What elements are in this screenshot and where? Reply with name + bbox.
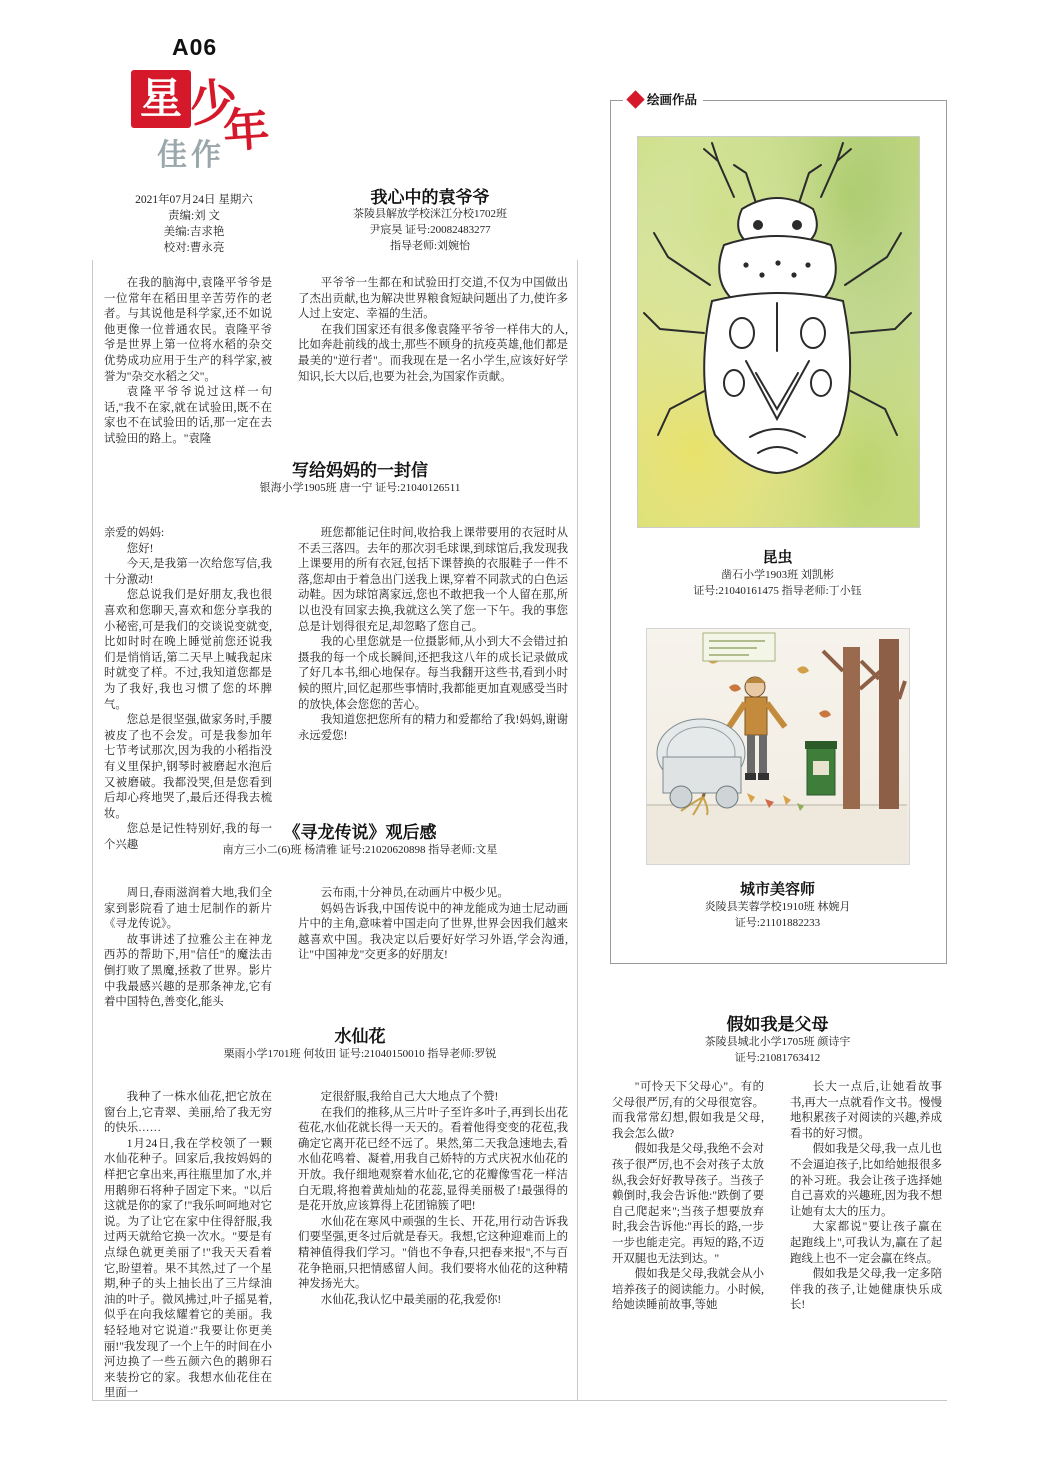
- article-body-yuan-col2: [298, 276, 568, 385]
- article-sub-yuan: [290, 206, 570, 254]
- diamond-icon: [626, 90, 644, 108]
- paragraph: 妈妈告诉我,中国传说中的神龙能成为迪士尼动画片中的主角,意味着中国走向了世界,世界会因我们越来越喜欢中国。我决定以后要好好学习外语,学会沟通,让"中国神龙"交更多的好朋友!: [298, 902, 568, 962]
- masthead-nian-char: 年: [221, 103, 271, 158]
- artwork-section-label: [623, 90, 703, 108]
- masthead-logo: [131, 68, 271, 172]
- article-sub-line: 证号:21081763412: [734, 1052, 821, 1064]
- paragraph: 袁隆平爷爷说过这样一句话,"我不在家,就在试验田,既不在家也不在试验田的话,那一定在去试验田的路上。"袁隆: [104, 386, 272, 445]
- paragraph: 周日,春雨滋润着大地,我们全家到影院看了迪士尼制作的新片《寻龙传说》。: [104, 887, 272, 931]
- paragraph: 大家都说"要让孩子赢在起跑线上",可我认为,赢在了起跑线上也不一定会赢在终点。: [790, 1221, 942, 1265]
- imprint-proofreader: 校对:曹永亮: [163, 242, 225, 254]
- paragraph: "可怜天下父母心"。有的父母很严厉,有的父母很宽容。而我常常幻想,假如我是父母,我会怎么做?: [612, 1081, 764, 1140]
- paragraph: 您总是很坚强,做家务时,手腰被皮了也不会发。可是我参加年七节考试那次,因为我的小稻指没有义里保护,钢琴时被磨起水泡后又被磨破。我都没哭,但是您看到后却心疼地哭了,最后还得我去梳妆。: [104, 714, 272, 820]
- article-title-if-parent: 假如我是父母: [726, 1015, 829, 1034]
- paragraph: 班您都能记住时间,收拾我上课带要用的衣冠时从不丢三落四。去年的那次羽毛球课,到球馆后,我发现我上课要用的所有衣冠,包括下课替换的衣服鞋子一件不落,您却由于着急出门送我上课,穿着不同款式的白色运动鞋。因为球馆离家远,您也不敢把我一个人留在那,所以也没有回家去换,我就这么笑了您一下午。我的事您总是计划得很充足,却忽略了您自己。: [298, 527, 568, 633]
- article-body-if-parent-col1: [612, 1080, 764, 1314]
- artwork-caption-title: 城市美容师: [739, 882, 815, 898]
- article-title-xunlong: 《寻龙传说》观后感: [283, 823, 437, 842]
- article-title-yuan: 我心中的袁爷爷: [370, 188, 490, 207]
- article-sub-line: 尹宸昊 证号:20082483277: [369, 224, 491, 236]
- paragraph: 平爷爷一生都在和试验田打交道,不仅为中国做出了杰出贡献,也为解决世界粮食短缺问题出了力,使许多人过上安定、幸福的生活。: [298, 277, 568, 321]
- article-sub-xunlong: [150, 842, 570, 858]
- paragraph: 长大一点后,让她看故事书,再大一点就看作文书。慢慢地积累孩子对阅读的兴趣,养成看书的好习惯。: [790, 1081, 942, 1140]
- article-sub-line: 茶陵县城北小学1705班 颜诗宇: [704, 1036, 851, 1048]
- imprint-date: 2021年07月24日 星期六: [135, 194, 253, 206]
- article-body-xunlong-col1: [104, 886, 272, 1011]
- artwork-section-label-text: 绘画作品: [647, 93, 698, 107]
- article-sub-line: 银海小学1905班 唐一宁 证号:21040126511: [259, 482, 461, 494]
- paragraph: 今天,是我第一次给您写信,我十分激动!: [104, 558, 272, 586]
- article-body-if-parent-col2: [790, 1080, 942, 1314]
- article-title-narcissus: 水仙花: [334, 1027, 386, 1046]
- paragraph: 我知道您把您所有的精力和爱都给了我!妈妈,谢谢永远爱您!: [298, 714, 568, 742]
- masthead-star-char: 星: [131, 70, 191, 128]
- artwork-caption-line: 凿石小学1903班 刘凯彬: [721, 569, 834, 581]
- artwork-caption-line: 证号:21101882233: [734, 917, 821, 929]
- paragraph: 水仙花,我认忆中最美丽的花,我爱你!: [320, 1293, 502, 1306]
- paragraph: 1月24日,我在学校领了一颗水仙花种子。回家后,我按妈妈的样把它拿出来,再往瓶里加了水,并用鹅卵石将种子固定下来。"以后这就是你的家了!"我乐呵呵地对它说。为了让它在家中住得舒服,我过两天就给它换一次水。"要是有点绿色就更美丽了!"我天天看着它,盼望着。果不其然,过了一个星期,种子的头上抽长出了三片绿油油的叶子。微风拂过,叶子摇晃着,似乎在向我炫耀着它的美丽。我轻轻地对它说道:"我要让你更美丽!"我发现了一个上午的时间在小河边换了一些五颜六色的鹅卵石来装扮它的家。我想水仙花住在里面一: [104, 1137, 272, 1400]
- article-sub-line: 指导老师:刘婉怡: [389, 240, 471, 252]
- paragraph: 水仙花在寒风中顽强的生长、开花,用行动告诉我们要坚强,更冬过后就是春天。我想,它这种迎难而上的精神值得我们学习。"俏也不争春,只把春来报",不与百花争艳丽,只把情感留人间。我们要将水仙花的这种精神发扬光大。: [298, 1215, 568, 1291]
- column-rule-left: [92, 260, 93, 1400]
- paragraph: 您总是记性特别好,我的每一个兴趣: [104, 823, 272, 851]
- paragraph: 假如我是父母,我绝不会对孩子很严厉,也不会对孩子太放纵,我会好好教导孩子。当孩子赖倒时,我会告诉他:"跌倒了要自己爬起来";当孩子想要放弃时,我会告诉他:"再长的路,一步一步也能走完。再短的路,不迈开双腿也无法到达。": [612, 1143, 764, 1265]
- article-body-narcissus-col1: [104, 1090, 272, 1402]
- paragraph: 我的心里您就是一位摄影师,从小到大不会错过拍摄我的每一个成长瞬间,还把我这八年的成长记录做成了好几本书,细心地保存。每当我翻开这些书,看到小时候的照片,回忆起那些事情时,我都能更加直观感受当时的放快,体会您您的苦心。: [298, 636, 568, 711]
- imprint-block: [104, 192, 284, 256]
- masthead-subtitle: 佳作: [157, 139, 225, 172]
- artwork-caption-line: 证号:21040161475 指导老师:丁小钰: [693, 585, 862, 597]
- artwork-image-beetle: [637, 136, 920, 528]
- article-body-letter-col2: [298, 526, 568, 744]
- page-number: A06: [172, 34, 218, 60]
- paragraph: 亲爱的妈妈:: [104, 527, 165, 539]
- article-body-yuan-col1: [104, 276, 272, 448]
- article-sub-line: 栗雨小学1701班 何妆田 证号:21040150010 指导老师:罗锐: [223, 1048, 497, 1060]
- paragraph: 在我的脑海中,袁隆平爷爷是一位常年在稻田里辛苦劳作的老者。与其说他是科学家,还不如说他更像一位普通农民。袁隆平爷爷是世界上第一位将水稻的杂交优势成功应用于生产的科学家,被誉为"杂交水稻之父"。: [104, 277, 272, 383]
- paragraph: 故事讲述了拉雅公主在神龙西苏的帮助下,用"信任"的魔法击倒打败了黑魔,拯救了世界。影片中我最感兴趣的是那条神龙,它有着中国特色,善变化,能头: [104, 933, 272, 1009]
- artwork-caption-beetle: [610, 546, 945, 599]
- paragraph: 在我们国家还有很多像袁隆平爷爷一样伟大的人,比如奔赴前线的战士,那些不顾身的抗疫英雄,他们都是最美的"逆行者"。而我现在是一名小学生,应该好好学知识,长大以后,也要为社会,为国家作贡献。: [298, 323, 568, 383]
- article-body-narcissus-col2: [298, 1090, 568, 1308]
- paragraph: 我种了一株水仙花,把它放在窗台上,它青翠、美丽,给了我无穷的快乐……: [104, 1091, 272, 1135]
- paragraph: 假如我是父母,我一点儿也不会逼迫孩子,比如给她报很多的补习班。我会让孩子选择她自己喜欢的兴趣班,因为我不想让她有太大的压力。: [790, 1143, 942, 1218]
- paragraph: 您总说我们是好朋友,我也很喜欢和您聊天,喜欢和您分享我的小秘密,可是我们的交谈说变就变,比如时时在晚上睡觉前您还说我们是悄悄话,第二天早上喊我起床时就变了样。不过,我知道您都是为了我好,我也习惯了您的坏脾气。: [104, 589, 272, 711]
- artwork-caption-title: 昆虫: [762, 550, 793, 566]
- masthead-shao-char: 少: [186, 74, 241, 133]
- article-sub-letter: [150, 480, 570, 496]
- paragraph: 在我们的推移,从三片叶子至许多叶子,再到长出花苞花,水仙花就长得一天天的。看着他得变变的花苞,我确定它离开花已经不远了。果然,第二天我急速地去,看水仙花鸣着、凝着,用我自己娇特的方式庆祝水仙花的开放。我仔细地观察着水仙花,它的花瓣像雪花一样洁白无瑕,将抱着黄灿灿的花蕊,显得美丽极了!最强得的是花开放,应该算得上花团锦簇了吧!: [298, 1106, 568, 1213]
- artwork-image-city: [646, 628, 910, 865]
- paragraph: 您好!: [126, 542, 154, 555]
- article-body-letter-col1: [104, 526, 272, 853]
- article-title-letter: 写给妈妈的一封信: [292, 461, 428, 480]
- article-sub-line: 南方三小二(6)班 杨清雅 证号:21020620898 指导老师:文星: [222, 844, 498, 856]
- paragraph: 云布雨,十分神员,在动画片中极少见。: [320, 887, 509, 899]
- artwork-caption-city: [610, 878, 945, 931]
- column-rule-right: [577, 260, 578, 1400]
- article-sub-narcissus: [150, 1046, 570, 1062]
- article-sub-if-parent: [605, 1034, 950, 1066]
- paragraph: 假如我是父母,我一定多陪伴我的孩子,让她健康快乐成长!: [790, 1268, 942, 1312]
- imprint-editor: 责编:刘 文: [167, 210, 221, 222]
- paragraph: 定很舒服,我给自己大大地点了个赞!: [320, 1091, 499, 1103]
- article-body-xunlong-col2: [298, 886, 568, 964]
- artwork-caption-line: 炎陵县芙蓉学校1910班 林婉月: [704, 901, 851, 913]
- paragraph: 假如我是父母,我就会从小培养孩子的阅读能力。小时候,给她读睡前故事,等她: [612, 1268, 764, 1312]
- article-sub-line: 茶陵县解放学校洣江分校1702班: [353, 208, 507, 220]
- imprint-designer: 美编:吉求艳: [163, 226, 225, 238]
